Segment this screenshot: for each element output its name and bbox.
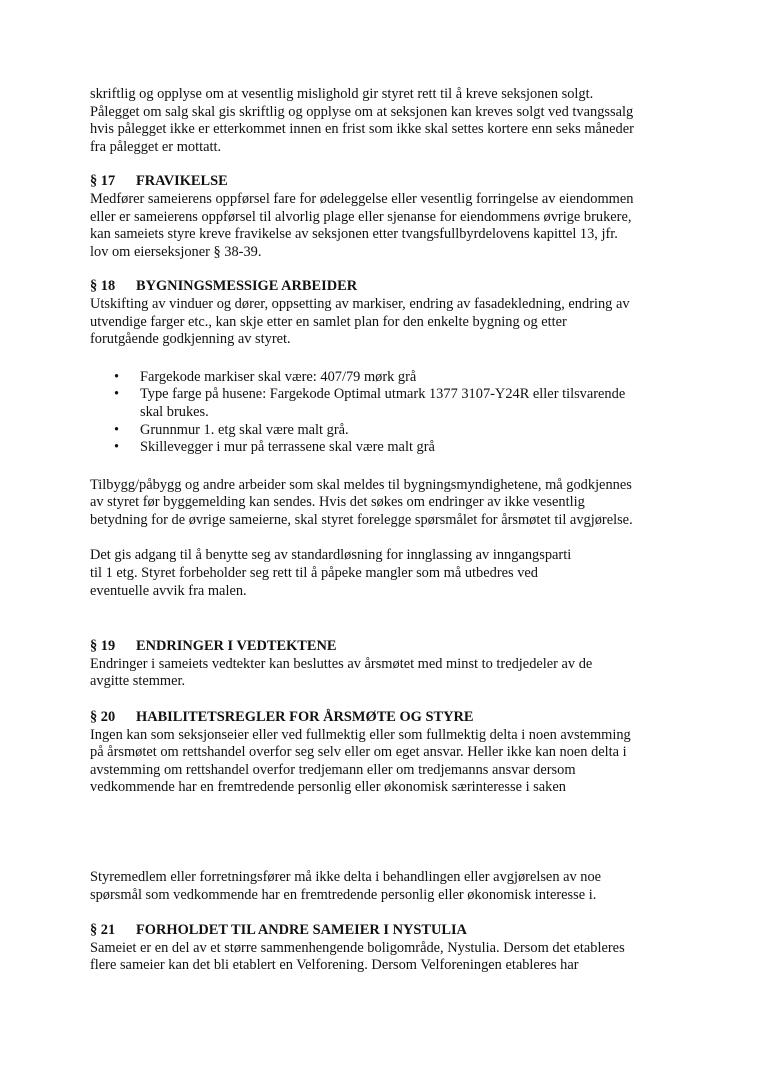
section-21-paragraph: Sameiet er en del av et større sammenhengende boligområde, Nystulia. Dersom det etableres flere sameier kan det bli etablert en Velforening. Dersom Velforeningen etableres har xyxy=(90,939,625,974)
bullet-item: • Grunnmur 1. etg skal være malt grå. xyxy=(114,421,349,438)
bullet-item: • Type farge på husene: Fargekode Optimal utmark 1377 3107-Y24R eller tilsvarende skal brukes. xyxy=(114,386,626,420)
bullet-icon: • xyxy=(114,386,120,403)
section-20-heading: § 20 HABILITETSREGLER FOR ÅRSMØTE OG STYRE xyxy=(90,709,474,726)
bullet-item: • Fargekode markiser skal være: 407/79 mørk grå xyxy=(114,368,417,385)
section-21-heading: § 21 FORHOLDET TIL ANDRE SAMEIER I NYSTULIA xyxy=(90,922,467,939)
bullet-icon: • xyxy=(114,368,120,385)
section-18-heading: § 18 BYGNINGSMESSIGE ARBEIDER xyxy=(90,278,358,295)
section-17-heading: § 17 FRAVIKELSE xyxy=(90,173,228,190)
section-20-paragraph: Ingen kan som seksjonseier eller ved fullmektig eller som fullmektig delta i noen avstemming på årsmøtet om rettshandel overfor seg selv eller om eget ansvar. Heller ikke kan noen delta i avstemming om rettshandel overfor tredjemann eller om tredjemanns ansvar dersom vedkommende har en fremtredende personlig eller økonomisk særinteresse i saken xyxy=(90,726,631,796)
bullet-icon: • xyxy=(114,421,120,438)
section-19-heading: § 19 ENDRINGER I VEDTEKTENE xyxy=(90,638,337,655)
section-18-paragraph-3: Det gis adgang til å benytte seg av standardløsning for innglassing av inngangsparti til 1 etg. Styret forbeholder seg rett til å påpeke mangler som må utbedres ved eventuelle avvik fra malen. xyxy=(90,547,572,599)
section-18-bullet-list xyxy=(90,369,687,457)
section-19-paragraph: Endringer i sameiets vedtekter kan besluttes av årsmøtet med minst to tredjedeler av de avgitte stemmer. xyxy=(90,655,593,690)
intro-paragraph: skriftlig og opplyse om at vesentlig mislighold gir styret rett til å kreve seksjonen solgt. Pålegget om salg skal gis skriftlig og opplyse om at seksjonen kan kreves solgt ved tvangssalg hvis pålegget ikke er etterkommet innen en frist som ikke skal settes kortere enn seks måneder fra pålegget er mottatt. xyxy=(90,86,634,155)
section-17-paragraph: Medfører sameierens oppførsel fare for ødeleggelse eller vesentlig forringelse av eiendommen eller er sameierens oppførsel til alvorlig plage eller sjenanse for eiendommens øvrige brukere, kan sameiets styre kreve fravikelse av seksjonen etter tvangsfullbyrdelovens kapittel 13, jfr. lov om eierseksjoner § 38-39. xyxy=(90,190,634,260)
bullet-icon: • xyxy=(114,439,120,456)
bullet-item: • Skillevegger i mur på terrassene skal være malt grå xyxy=(114,439,435,456)
section-18-paragraph-2: Tilbygg/påbygg og andre arbeider som skal meldes til bygningsmyndighetene, må godkjennes av styret før byggemelding kan sendes. Hvis det søkes om endringer av ikke vesentlig betydning for de øvrige sameierne, skal styret forelegge spørsmålet for årsmøtet til avgjørelse. xyxy=(90,476,633,528)
section-18-paragraph: Utskifting av vinduer og dører, oppsetting av markiser, endring av fasadekledning, endring av utvendige farger etc., kan skje etter en samlet plan for den enkelte bygning og etter forutgående godkjenning av styret. xyxy=(90,295,630,348)
section-20-paragraph-2: Styremedlem eller forretningsfører må ikke delta i behandlingen eller avgjørelsen av noe spørsmål som vedkommende har en fremtredende personlig eller økonomisk interesse i. xyxy=(90,869,602,903)
